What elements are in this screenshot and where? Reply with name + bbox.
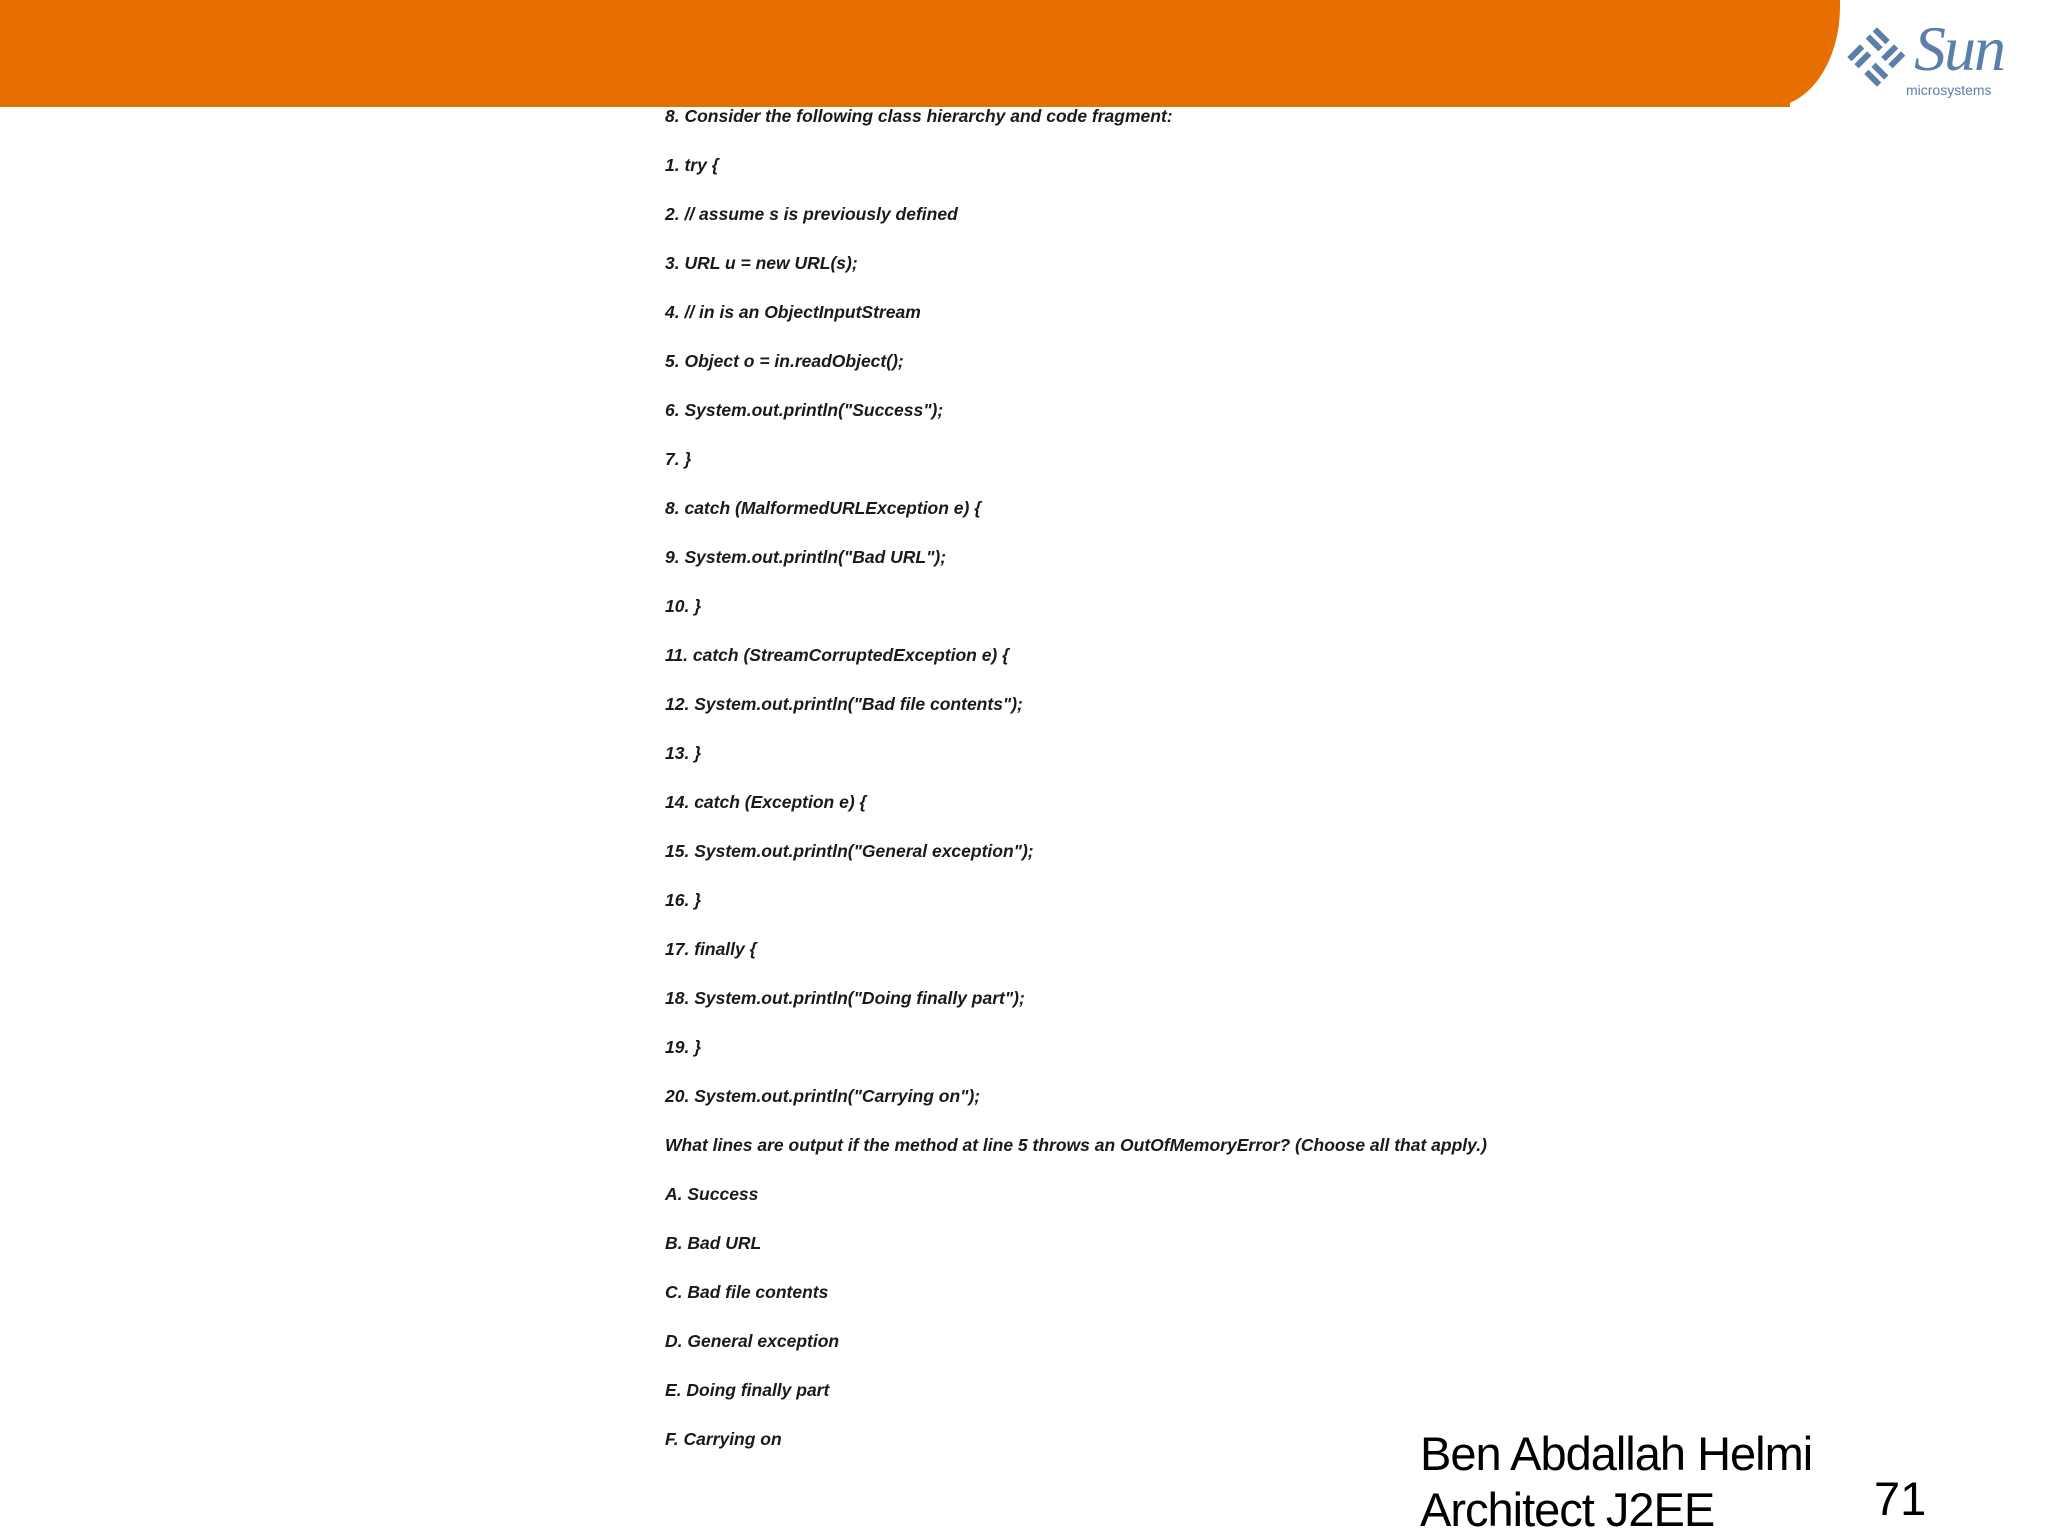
- code-line: 9. System.out.println("Bad URL");: [665, 547, 947, 567]
- answer-option: E. Doing finally part: [665, 1380, 830, 1400]
- footer-author: Ben Abdallah Helmi Architect J2EE: [1420, 1427, 1813, 1536]
- code-line: 20. System.out.println("Carrying on");: [665, 1086, 981, 1106]
- code-line: 8. catch (MalformedURLException e) {: [665, 498, 982, 518]
- question-prompt: What lines are output if the method at line 5 throws an OutOfMemoryError? (Choose all that apply.): [665, 1135, 1487, 1155]
- header-band: [0, 0, 1790, 107]
- code-line: 17. finally {: [665, 939, 757, 959]
- question-content: [665, 105, 1865, 1477]
- code-line: 12. System.out.println("Bad file contents");: [665, 694, 1023, 714]
- code-line: 10. }: [665, 596, 701, 616]
- answer-option: B. Bad URL: [665, 1233, 762, 1253]
- code-line: 18. System.out.println("Doing finally part");: [665, 988, 1025, 1008]
- answer-option: D. General exception: [665, 1331, 840, 1351]
- code-line: 4. // in is an ObjectInputStream: [665, 302, 921, 322]
- page-number: 71: [1874, 1472, 1927, 1525]
- code-line: 15. System.out.println("General exception");: [665, 841, 1034, 861]
- sun-subtitle: microsystems: [1906, 82, 1992, 98]
- code-line: 14. catch (Exception e) {: [665, 792, 867, 812]
- code-line: 11. catch (StreamCorruptedException e) {: [665, 645, 1009, 665]
- code-line: 3. URL u = new URL(s);: [665, 253, 858, 273]
- code-line: 16. }: [665, 890, 701, 910]
- header-band-curve: [1700, 0, 1840, 107]
- sun-wordmark: Sun: [1914, 13, 2004, 84]
- code-line: 7. }: [665, 449, 692, 469]
- answer-option: A. Success: [665, 1184, 759, 1204]
- code-line: 13. }: [665, 743, 701, 763]
- code-line: 2. // assume s is previously defined: [665, 204, 958, 224]
- code-line: 1. try {: [665, 155, 719, 175]
- code-line: 6. System.out.println("Success");: [665, 400, 944, 420]
- answer-option: C. Bad file contents: [665, 1282, 829, 1302]
- code-line: 19. }: [665, 1037, 701, 1057]
- sun-diamond-icon: [1842, 22, 1912, 92]
- answer-option: F. Carrying on: [665, 1429, 782, 1449]
- sun-logo: [1836, 13, 2016, 108]
- question-title: 8. Consider the following class hierarchy and code fragment:: [665, 106, 1173, 126]
- code-line: 5. Object o = in.readObject();: [665, 351, 904, 371]
